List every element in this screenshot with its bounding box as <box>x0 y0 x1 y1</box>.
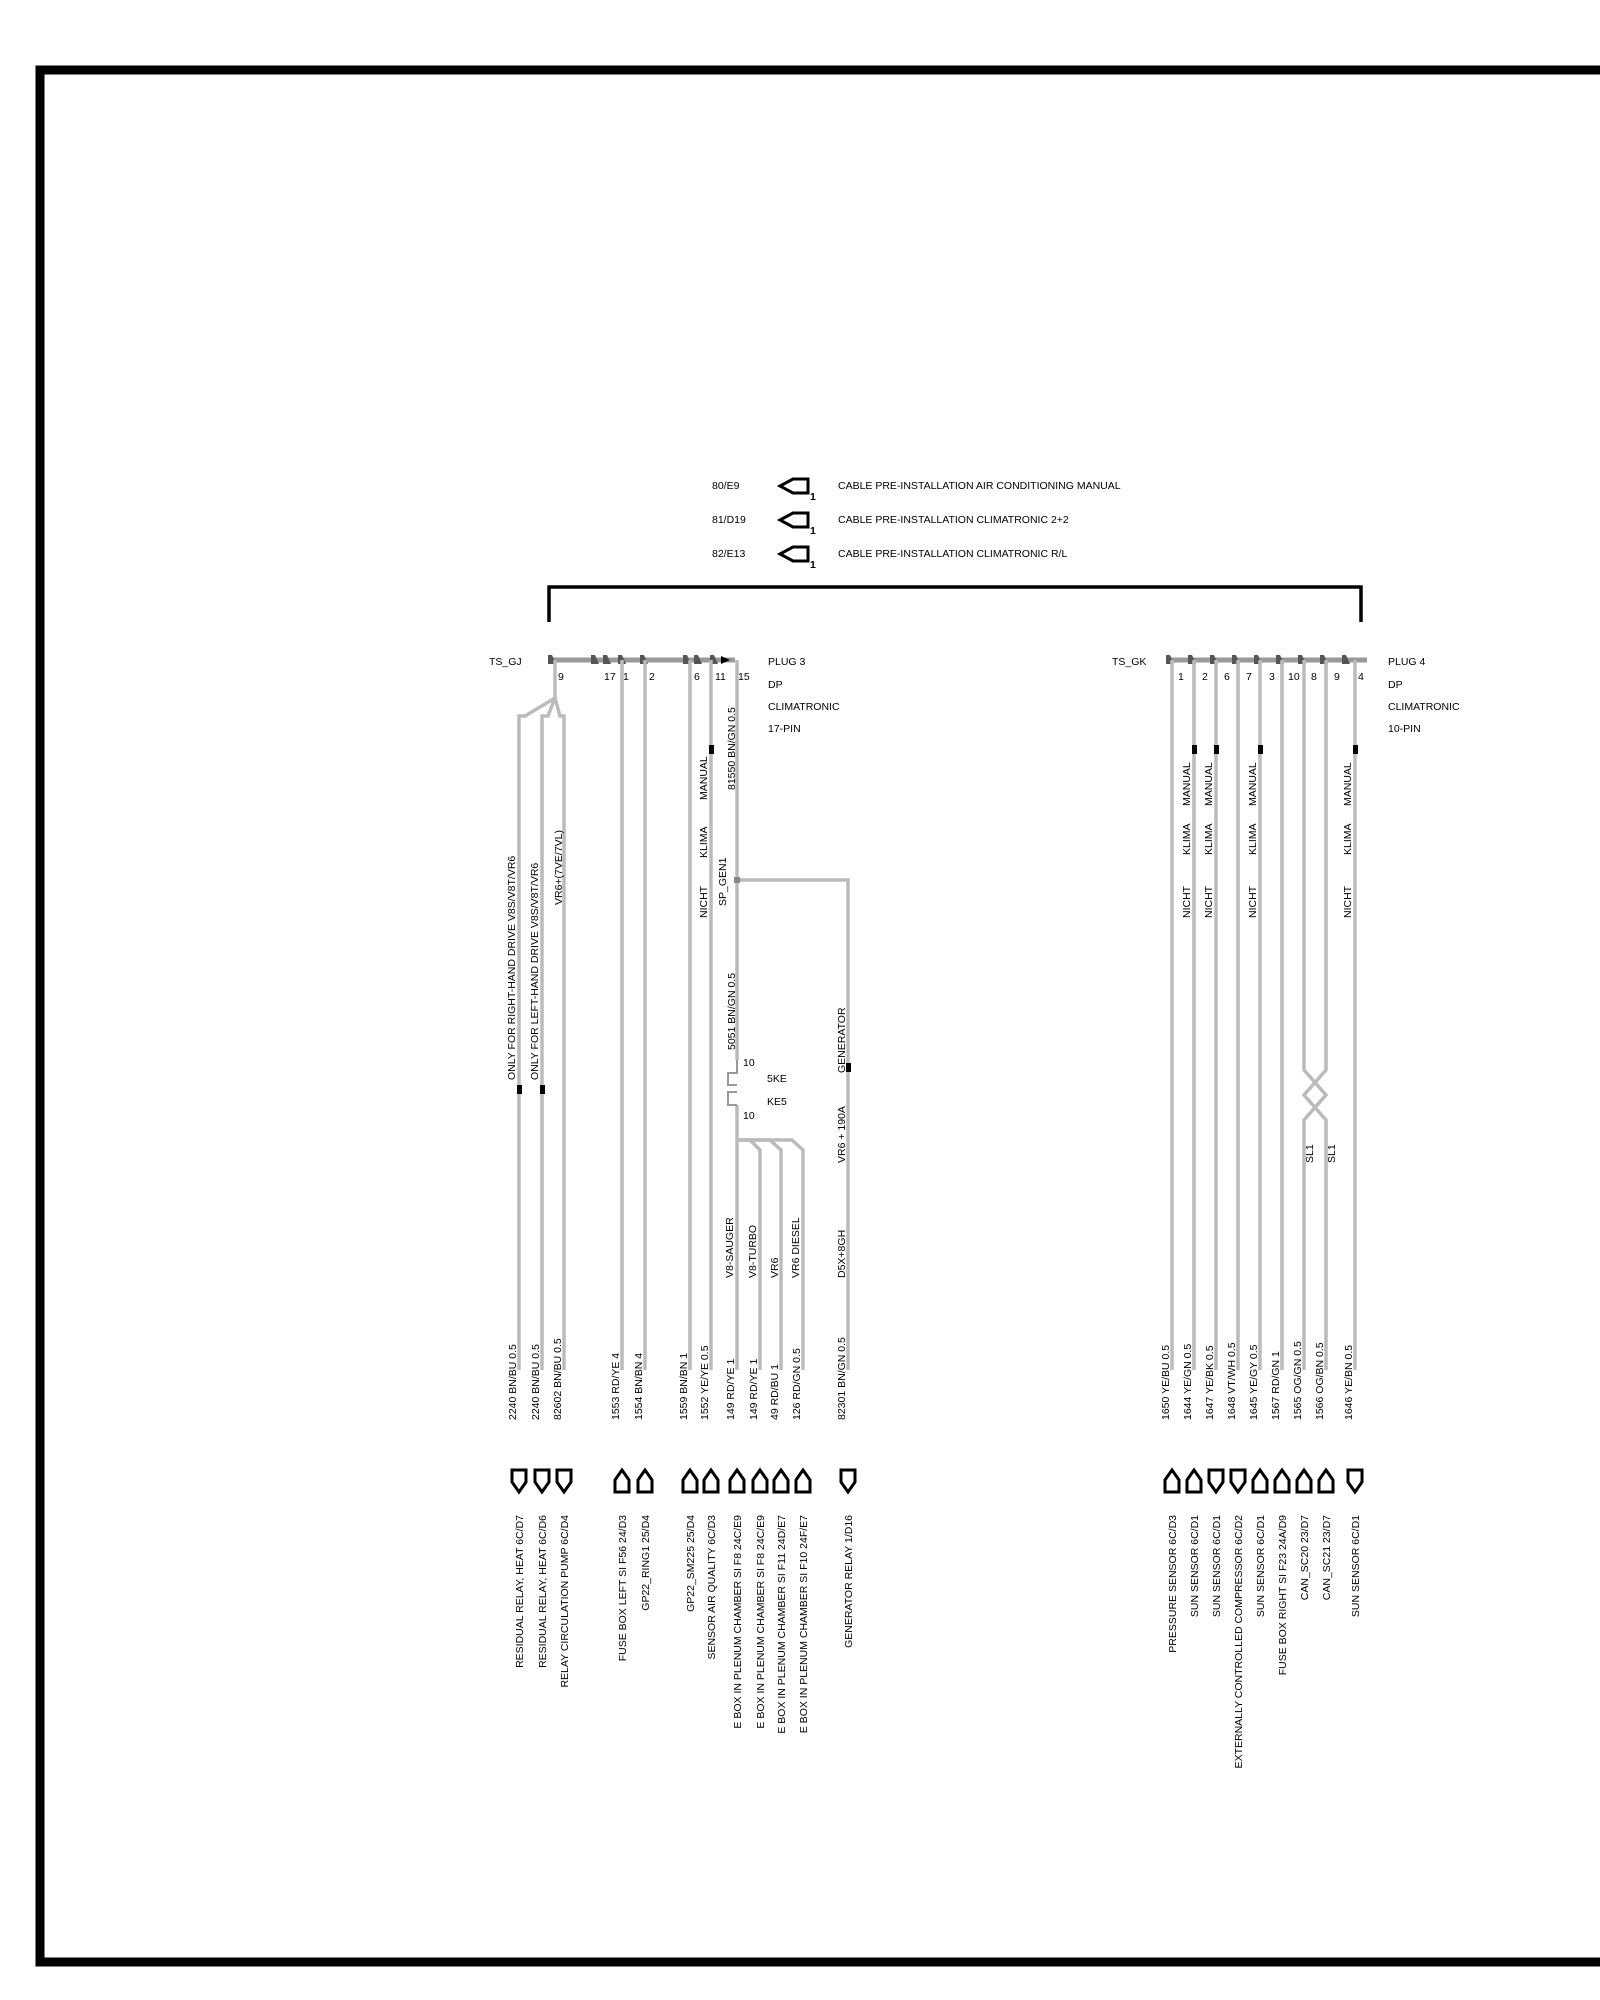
terminal-icon <box>1187 1470 1201 1492</box>
cable-text: CABLE PRE-INSTALLATION CLIMATRONIC R/L <box>838 548 1068 560</box>
left-destination: FUSE BOX LEFT SI F56 24/D3 <box>617 1515 629 1662</box>
pin-number: 3 <box>1269 671 1275 683</box>
left-wire-code: 2240 BN/BU 0.5 <box>530 1344 542 1420</box>
left-destination: E BOX IN PLENUM CHAMBER SI F8 24C/E9 <box>732 1515 744 1729</box>
connector-right-header <box>1112 656 1460 735</box>
terminal-icon <box>1253 1470 1267 1492</box>
label-nicht: NICHT <box>1342 885 1354 918</box>
label-manual: MANUAL <box>1181 762 1193 806</box>
right-wire-code: 1565 OG/GN 0.5 <box>1292 1341 1304 1420</box>
right-destination: SUN SENSOR 6C/D1 <box>1255 1515 1267 1618</box>
right-destination: CAN_SC20 23/D7 <box>1299 1515 1311 1601</box>
cable-pin: 1 <box>810 491 816 503</box>
left-destination: E BOX IN PLENUM CHAMBER SI F11 24D/E7 <box>776 1515 788 1734</box>
connector-desc: CLIMATRONIC <box>768 701 840 713</box>
terminal-icon <box>1231 1470 1245 1492</box>
bottom-left-wires <box>507 1337 855 1734</box>
label-drive-left: ONLY FOR LEFT-HAND DRIVE V8S/V8T/VR6 <box>529 862 541 1080</box>
cable-pin: 1 <box>810 525 816 537</box>
terminal-icon <box>1348 1470 1362 1492</box>
label-drive-right: ONLY FOR RIGHT-HAND DRIVE V8S/V8T/VR6 <box>506 855 518 1080</box>
label-manual: MANUAL <box>698 756 710 800</box>
page-frame <box>40 70 1600 1962</box>
label-vr6: VR6+(7VE/7VL) <box>553 830 565 905</box>
bottom-right-wires <box>1160 1341 1362 1768</box>
cable-ref: 81/D19 <box>712 514 746 526</box>
terminal-icon <box>1165 1470 1179 1492</box>
left-destination: RESIDUAL RELAY, HEAT 6C/D7 <box>514 1515 526 1668</box>
connector-desc: DP <box>768 679 783 691</box>
left-destination: SENSOR AIR QUALITY 6C/D3 <box>706 1515 718 1660</box>
right-destination: EXTERNALLY CONTROLLED COMPRESSOR 6C/D2 <box>1233 1515 1245 1769</box>
terminal-icon <box>1275 1470 1289 1492</box>
wire-can-sc21 <box>1304 660 1326 1370</box>
left-wire-code: 126 RD/GN 0.5 <box>791 1348 803 1420</box>
terminal-icon <box>638 1470 652 1492</box>
label-nicht: NICHT <box>698 885 710 918</box>
splice-marks <box>517 745 851 1094</box>
pin-number: 6 <box>694 671 700 683</box>
pin-number: 10 <box>1288 671 1300 683</box>
wire-circulation-pump <box>555 698 564 1370</box>
pin-number: 7 <box>1246 671 1252 683</box>
label-manual: MANUAL <box>1247 762 1259 806</box>
terminal-icon <box>535 1470 549 1492</box>
label-wire-5051: 5051 BN/GN 0.5 <box>726 972 738 1050</box>
header-cable-3 <box>712 547 1067 571</box>
terminal-icon <box>841 1470 855 1492</box>
connector-desc: 10-PIN <box>1388 723 1421 735</box>
wire-residual-relay-2 <box>542 698 555 1370</box>
left-vertical-labels <box>506 707 848 1278</box>
pin-number: 15 <box>738 671 750 683</box>
right-destination: SUN SENSOR 6C/D1 <box>1350 1515 1362 1618</box>
connector-desc: PLUG 3 <box>768 656 806 668</box>
right-wire-code: 1645 YE/GY 0.5 <box>1248 1344 1260 1420</box>
cable-ref: 82/E13 <box>712 548 746 560</box>
right-wire-code: 1567 RD/GN 1 <box>1270 1351 1282 1420</box>
pin-terminal-icon <box>721 656 730 664</box>
connector-bracket <box>549 587 1361 622</box>
right-destination: FUSE BOX RIGHT SI F23 24A/D9 <box>1277 1515 1289 1676</box>
connector-desc: DP <box>1388 679 1403 691</box>
label-nicht: NICHT <box>1247 885 1259 918</box>
label-sl1: SL1 <box>1304 1144 1316 1163</box>
label-manual: MANUAL <box>1203 762 1215 806</box>
cable-connector-icon <box>780 479 808 493</box>
left-wire-code: 82301 BN/GN 0.5 <box>836 1337 848 1420</box>
left-destination: GP22_RING1 25/D4 <box>640 1515 652 1611</box>
terminal-icon <box>704 1470 718 1492</box>
cable-ref: 80/E9 <box>712 480 740 492</box>
right-destination: CAN_SC21 23/D7 <box>1321 1515 1333 1601</box>
label-v8-turbo: V8-TURBO <box>747 1224 759 1278</box>
terminal-icon <box>512 1470 526 1492</box>
right-wire-code: 1644 YE/GN 0.5 <box>1182 1343 1194 1420</box>
cable-text: CABLE PRE-INSTALLATION AIR CONDITIONING MANUAL <box>838 480 1121 492</box>
pin-number: 1 <box>1178 671 1184 683</box>
terminal-icon <box>1209 1470 1223 1492</box>
cable-connector-icon <box>780 547 808 561</box>
right-wire-code: 1566 OG/BN 0.5 <box>1314 1342 1326 1420</box>
label-vr6-b: VR6 DIESEL <box>790 1217 802 1278</box>
header-cable-2 <box>712 513 1069 537</box>
pin-number: 2 <box>649 671 655 683</box>
left-destination: RESIDUAL RELAY, HEAT 6C/D6 <box>537 1515 549 1668</box>
connector-name: TS_GJ <box>489 656 522 668</box>
left-destination: E BOX IN PLENUM CHAMBER SI F10 24F/E7 <box>798 1515 810 1734</box>
right-wire-code: 1646 YE/BN 0.5 <box>1343 1344 1355 1420</box>
left-destination: GENERATOR RELAY 1/D16 <box>843 1515 855 1648</box>
pin-number: 8 <box>1311 671 1317 683</box>
left-wire-code: 149 RD/YE 1 <box>748 1358 760 1420</box>
label-klima: KLIMA <box>1342 823 1354 855</box>
left-destination: RELAY CIRCULATION PUMP 6C/D4 <box>559 1515 571 1688</box>
terminal-icon <box>796 1470 810 1492</box>
connector-name: TS_GK <box>1112 656 1147 668</box>
header-cable-1 <box>712 479 1121 503</box>
conn-ke5: KE5 <box>767 1096 787 1108</box>
cable-pin: 1 <box>810 559 816 571</box>
cable-text: CABLE PRE-INSTALLATION CLIMATRONIC 2+2 <box>838 514 1069 526</box>
terminal-icon <box>557 1470 571 1492</box>
right-splice-marks <box>1192 745 1358 754</box>
cable-connector-icon <box>780 513 808 527</box>
terminal-icon <box>774 1470 788 1492</box>
right-destination: SUN SENSOR 6C/D1 <box>1211 1515 1223 1618</box>
pin-number: 1 <box>623 671 629 683</box>
pin-number: 6 <box>1224 671 1230 683</box>
terminal-icon <box>753 1470 767 1492</box>
left-wire-code: 1552 YE/YE 0.5 <box>699 1345 711 1420</box>
label-generator: GENERATOR <box>836 1007 848 1073</box>
pin-number: 11 <box>715 671 726 683</box>
right-wire-code: 1647 YE/BK 0.5 <box>1204 1345 1216 1420</box>
label-manual: MANUAL <box>1342 762 1354 806</box>
label-splice: SP_GEN1 <box>717 857 729 906</box>
wire-generator-relay <box>737 880 848 1370</box>
terminal-icon <box>730 1470 744 1492</box>
label-klima: KLIMA <box>1203 823 1215 855</box>
connector-desc: 17-PIN <box>768 723 801 735</box>
conn-top-pin: 10 <box>743 1057 755 1069</box>
pin-number: 17 <box>604 671 616 683</box>
right-destination: PRESSURE SENSOR 6C/D3 <box>1167 1515 1179 1653</box>
label-klima: KLIMA <box>698 826 710 858</box>
pin-number: 9 <box>558 671 564 683</box>
label-nicht: NICHT <box>1181 885 1193 918</box>
pin-number: 4 <box>1358 671 1364 683</box>
conn-5ke: 5KE <box>767 1073 787 1085</box>
right-wires <box>1172 660 1355 1370</box>
conn-bot-pin: 10 <box>743 1110 755 1122</box>
label-klima: KLIMA <box>1247 823 1259 855</box>
terminal-icon <box>1297 1470 1311 1492</box>
left-wire-code: 49 RD/BU 1 <box>769 1363 781 1420</box>
right-vertical-labels <box>1181 762 1354 1163</box>
label-v8-sauger: V8-SAUGER <box>724 1217 736 1278</box>
label-klima: KLIMA <box>1181 823 1193 855</box>
label-vr6-a: VR6 <box>769 1257 781 1278</box>
terminal-icon <box>683 1470 697 1492</box>
label-nicht: NICHT <box>1203 885 1215 918</box>
terminal-icon <box>615 1470 629 1492</box>
label-sl1: SL1 <box>1326 1144 1338 1163</box>
label-gen-d5x: D5X+8GH <box>836 1229 848 1278</box>
right-destination: SUN SENSOR 6C/D1 <box>1189 1515 1201 1618</box>
label-wire-81550: 81550 BN/GN 0.5 <box>726 707 738 790</box>
right-wire-code: 1650 YE/BU 0.5 <box>1160 1344 1172 1420</box>
left-wire-code: 149 RD/YE 1 <box>725 1358 737 1420</box>
pin-number: 2 <box>1202 671 1208 683</box>
left-destination: GP22_SM225 25/D4 <box>685 1515 697 1612</box>
left-wire-code: 1559 BN/BN 1 <box>678 1352 690 1420</box>
right-wire-code: 1648 VT/WH 0.5 <box>1226 1342 1238 1420</box>
left-wire-code: 1553 RD/YE 4 <box>610 1352 622 1420</box>
connector-desc: PLUG 4 <box>1388 656 1426 668</box>
connector-desc: CLIMATRONIC <box>1388 701 1460 713</box>
wire-can-sc20 <box>1304 660 1326 1370</box>
label-gen-vr6: VR6 + 190A <box>836 1106 848 1163</box>
pin-number: 9 <box>1334 671 1340 683</box>
left-destination: E BOX IN PLENUM CHAMBER SI F8 24C/E9 <box>755 1515 767 1729</box>
left-wire-code: 2240 BN/BU 0.5 <box>507 1344 519 1420</box>
left-wire-code: 82602 BN/BU 0.5 <box>552 1338 564 1420</box>
left-wire-code: 1554 BN/BN 4 <box>633 1352 645 1420</box>
ke-connector-icon <box>728 1060 737 1105</box>
terminal-icon <box>1319 1470 1333 1492</box>
